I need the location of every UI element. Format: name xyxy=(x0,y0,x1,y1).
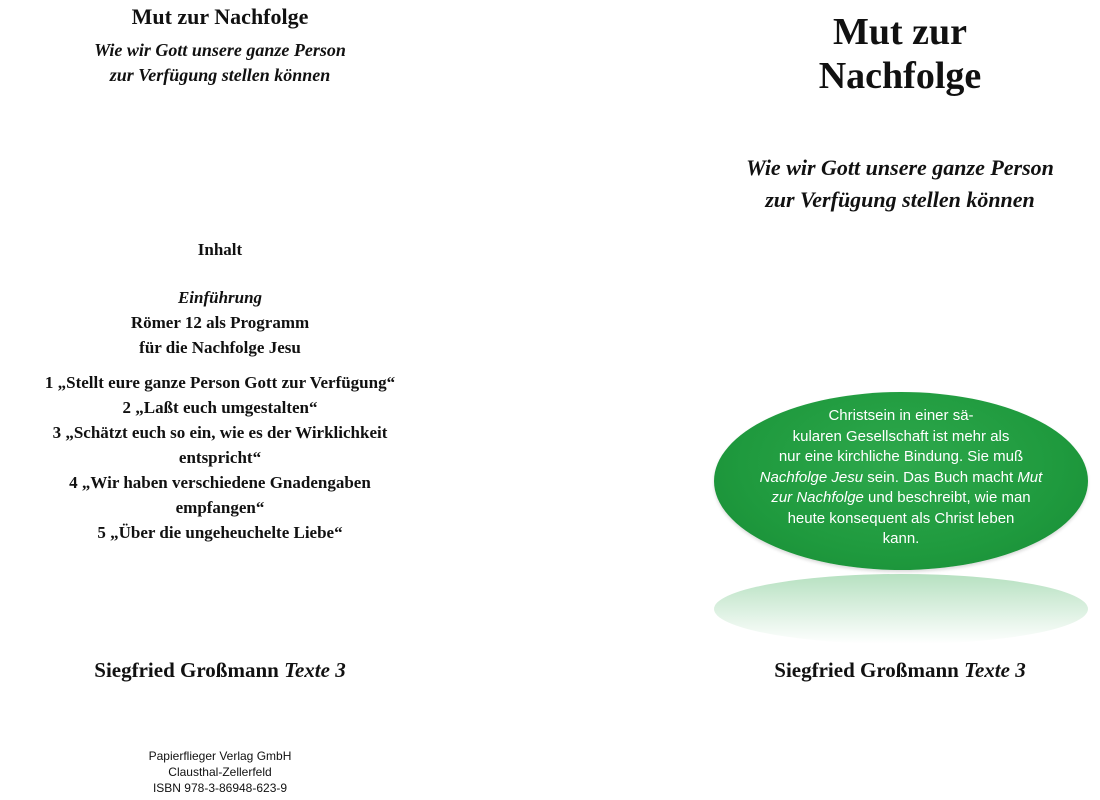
publisher-name: Papierflieger Verlag GmbH xyxy=(148,749,292,763)
blurb-line-7: kann. xyxy=(882,530,920,547)
blurb-line-5-text: und beschreibt, wie man xyxy=(863,489,1031,506)
back-cover-subtitle xyxy=(0,38,440,88)
contents-heading: Inhalt xyxy=(197,240,243,259)
front-title-line-1: Mut zur xyxy=(832,11,968,53)
contents-item-5: 5 „Über die ungeheuchelte Liebe“ xyxy=(97,523,343,542)
blurb-emphasis-zur-nachfolge: zur Nachfolge xyxy=(771,489,864,506)
front-cover-title xyxy=(700,10,1100,98)
back-subtitle-line-1: Wie wir Gott unsere ganze Person xyxy=(94,40,346,60)
blurb-line-5 xyxy=(720,488,1082,509)
series-label: Texte 3 xyxy=(284,658,346,682)
table-of-contents xyxy=(0,285,440,545)
blurb-line-4-text: sein. Das Buch macht xyxy=(863,468,1018,486)
front-subtitle-line-1: Wie wir Gott unsere ganze Person xyxy=(746,155,1054,180)
front-title-line-2: Nachfolge xyxy=(818,55,982,97)
front-subtitle-line-2: zur Verfügung stellen können xyxy=(765,187,1035,212)
blurb-emphasis-mut: Mut xyxy=(1017,468,1043,486)
author-name: Siegfried Großmann xyxy=(94,658,279,682)
contents-item-3-line-2: entspricht“ xyxy=(178,448,262,467)
contents-intro: Einführung xyxy=(177,288,263,307)
contents-item-4-line-1: 4 „Wir haben verschiedene Gnadengaben xyxy=(69,473,371,492)
back-subtitle-line-2: zur Verfügung stellen können xyxy=(109,65,331,85)
blurb-line-2: kularen Gesellschaft ist mehr als xyxy=(792,427,1010,445)
contents-item-1: 1 „Stellt eure ganze Person Gott zur Verfügung“ xyxy=(44,373,396,392)
publisher-city: Clausthal-Zellerfeld xyxy=(168,765,272,779)
back-cover xyxy=(0,0,440,800)
series-label: Texte 3 xyxy=(964,658,1026,682)
back-cover-author-line xyxy=(0,658,440,683)
author-name: Siegfried Großmann xyxy=(774,658,959,682)
front-cover-author-line xyxy=(700,658,1100,683)
back-cover-title: Mut zur Nachfolge xyxy=(131,4,309,29)
front-cover-subtitle xyxy=(700,152,1100,216)
blurb-line-4 xyxy=(720,468,1082,489)
isbn: ISBN 978-3-86948-623-9 xyxy=(152,781,288,795)
oval-reflection xyxy=(714,574,1088,644)
contents-program-line-2: für die Nachfolge Jesu xyxy=(139,338,301,357)
blurb-line-6: heute konsequent als Christ leben xyxy=(787,509,1015,527)
blurb-line-3: nur eine kirchliche Bindung. Sie muß xyxy=(778,448,1024,465)
contents-program-line-1: Römer 12 als Programm xyxy=(130,313,310,332)
contents-item-4-line-2: empfangen“ xyxy=(175,498,265,517)
publisher-info xyxy=(0,748,440,796)
blurb-emphasis-nachfolge-jesu: Nachfolge Jesu xyxy=(759,468,864,486)
contents-item-2: 2 „Laßt euch umgestalten“ xyxy=(122,398,318,417)
front-cover xyxy=(700,0,1100,800)
blurb-text xyxy=(720,406,1082,550)
contents-item-3-line-1: 3 „Schätzt euch so ein, wie es der Wirklichkeit xyxy=(52,423,388,442)
blurb-line-1: Christsein in einer sä- xyxy=(828,407,974,424)
